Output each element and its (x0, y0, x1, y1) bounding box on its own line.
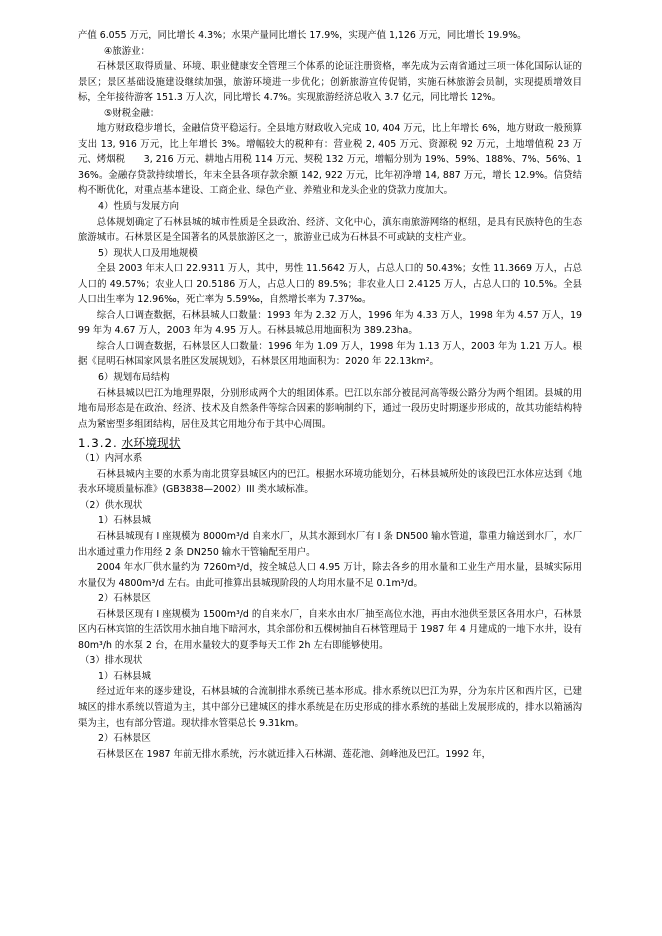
heading-drainage-county: 1）石林县城 (98, 670, 151, 682)
section-number: 1.3.2. (78, 436, 118, 451)
paragraph-inland-rivers: 石林县城内主要的水系为南北贯穿县城区内的巴江。根据水环境功能划分，石林县城所处的该段巴江水体应达到《地表水环境质量标准》(GB3838—2002）III 类水域标准。 (78, 468, 582, 496)
heading-supply-scenic: 2）石林景区 (98, 593, 151, 605)
paragraph-layout-structure: 石林县城以巴江为地理界限，分别形成两个大的组团体系。巴江以东部分被昆河高等级公路分为两个组团。县城的用地布局形态是在政治、经济、技术及自然条件等综合因素的影响制约下，通过一段历史时期逐步形成的，故其功能结构特点为紧密型多组团结构，居住及其它用地分布于其中心周围。 (78, 387, 582, 430)
heading-drainage: （3）排水现状 (80, 655, 143, 667)
paragraph-tourism: 石林景区取得质量、环境、职业健康安全管理三个体系的论证注册资格，率先成为云南省通过三项一体化国际认证的景区；景区基础设施建设继续加强，旅游环境进一步优化；创新旅游宣传促销，实施石林旅游会员制，实现提质增效目标，全年接待游客 151.3 万人次，同比增长 4.7%。实现旅游经济总收入 3.7 亿元，同比增长 12%。 (78, 61, 582, 104)
paragraph-fruit-output: 产值 6.055 万元，同比增长 4.3%；水果产量同比增长 17.9%，实现产值 1,126 万元，同比增长 19.9%。 (78, 30, 527, 41)
heading-nature-direction: 4）性质与发展方向 (98, 201, 179, 213)
heading-supply-county: 1）石林县城 (98, 515, 151, 527)
section-heading-water-environment (78, 435, 582, 451)
paragraph-drainage-county: 经过近年来的逐步建设，石林县城的合流制排水系统已基本形成。排水系统以巴江为界，分为东片区和西片区，已建城区的排水系统以管道为主，其中部分已建城区的排水系统是在历史形成的排水系统的基础上发展形成的，排水以箱涵沟渠为主，也有部分管道。现状排水管渠总长 9.31km。 (78, 686, 582, 729)
paragraph-nature-direction: 总体规划确定了石林县城的城市性质是全县政治、经济、文化中心，滇东南旅游网络的枢纽，是具有民族特色的生态旅游城市。石林景区是全国著名的风景旅游区之一，旅游业已成为石林县不可或缺的支柱产业。 (78, 216, 582, 244)
heading-population-land: 5）现状人口及用地规模 (98, 247, 198, 259)
paragraph-county-population: 全县 2003 年末人口 22.9311 万人，其中，男性 11.5642 万人，占总人口的 50.43%；女性 11.3669 万人，占总人口的 49.57%；农业人口 20.5186 万人，占总人口的 89.5%；非农业人口 2.4125 万人，占总人口的 10.5%。全县人口出生率为 12.96‰，死亡率为 5.59‰，自然增长率为 7.37‰。 (78, 263, 582, 306)
paragraph-supply-county: 石林县城现有 I 座规模为 8000m³/d 自来水厂，从其水源到水厂有 I 条 DN500 输水管道，靠重力输送到水厂，水厂出水通过重力作用经 2 条 DN250 输水干管输配至用户。 (78, 530, 582, 558)
heading-finance: ⑤财税金融： (104, 107, 160, 119)
heading-drainage-scenic: 2）石林景区 (98, 733, 151, 745)
heading-layout-structure: 6）规划布局结构 (98, 372, 170, 384)
paragraph-supply-scenic: 石林景区现有 I 座规模为 1500m³/d 的自来水厂，自来水由水厂抽至高位水池，再由水池供至景区各用水户，石林景区内石林宾馆的生活饮用水抽自地下暗河水，其余部份和五棵树抽自石林管理局于 1987 年 4 月建成的一地下水井，设有 80m³/h 的水泵 2 台，在用水量较大的夏季每天工作 2h 左右即能够使用。 (78, 608, 582, 651)
paragraph-drainage-scenic: 石林景区在 1987 年前无排水系统，污水就近排入石林湖、莲花池、剑峰池及巴江。1992 年， (96, 748, 491, 760)
paragraph-finance: 地方财政稳步增长，金融信贷平稳运行。全县地方财政收入完成 10, 404 万元，比上年增长 6%，地方财政一般预算支出 13, 916 万元，比上年增长 3%。增幅较大的税种有：营业税 2, 405 万元、资源税 92 万元，土地增值税 23 万元、烤烟税 3, 216 万元、耕地占用税 114 万元、契税 132 万元，增幅分别为 19%、59%、188%、7%、56%、136%。金融存贷款持续增长，年末全县各项存款余额 142, 922 万元，比年初净增 14, 887 万元，增长 12.9%。信贷结构不断优化，对重点基本建设、工商企业、绿色产业、养殖业和龙头企业的贷款力度加大。 (78, 123, 582, 197)
heading-inland-rivers: （1）内河水系 (80, 453, 143, 465)
document-page (78, 28, 582, 762)
section-title: 水环境现状 (121, 436, 181, 451)
paragraph-town-population: 综合人口调查数据，石林县城人口数量：1993 年为 2.32 万人，1996 年为 4.33 万人，1998 年为 4.57 万人，1999 年为 4.67 万人，2003 年为 4.95 万人。石林县城总用地面积为 389.23ha。 (78, 309, 582, 337)
heading-water-supply: （2）供水现状 (80, 499, 143, 511)
heading-tourism: ④旅游业： (104, 45, 150, 57)
paragraph-scenic-population: 综合人口调查数据，石林景区人口数量：1996 年为 1.09 万人，1998 年为 1.13 万人，2003 年为 1.21 万人。根据《昆明石林国家风景名胜区发展规划》，石林景区用地面积为：2020 年 22.13km²。 (78, 340, 582, 368)
paragraph-supply-volume: 2004 年水厂供水量约为 7260m³/d，按全城总人口 4.95 万计，除去各乡的用水量和工业生产用水量，县城实际用水量仅为 4800m³/d 左右。由此可推算出县城现阶段的人均用水量不足 0.1m³/d。 (78, 562, 582, 589)
